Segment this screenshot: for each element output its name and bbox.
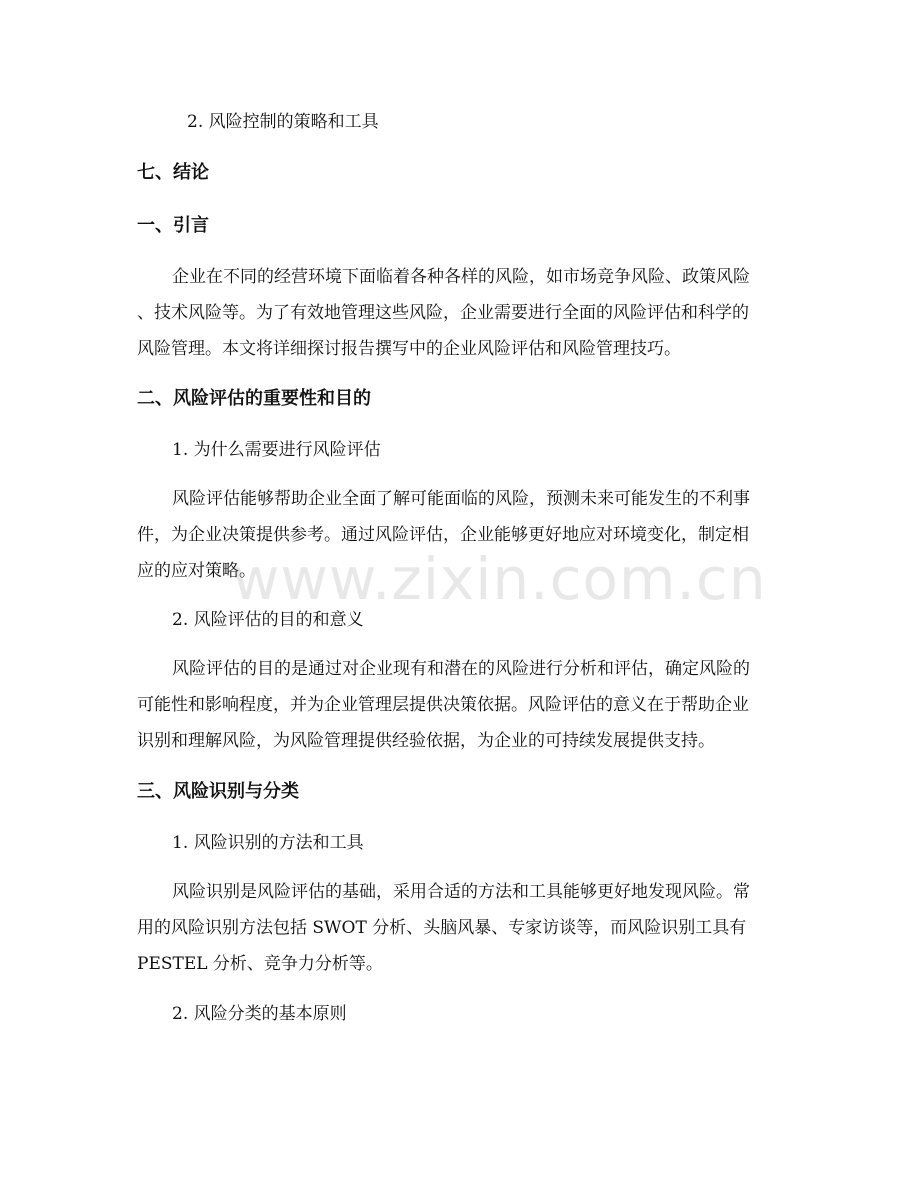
paragraph-line: 、技术风险等。为了有效地管理这些风险，企业需要进行全面的风险评估和科学的 — [137, 303, 749, 323]
paragraph-line: 件，为企业决策提供参考。通过风险评估，企业能够更好地应对环境变化，制定相 — [137, 525, 749, 545]
list-item: 1. 为什么需要进行风险评估 — [172, 440, 381, 460]
section-heading: 三、风险识别与分类 — [137, 781, 299, 802]
paragraph-line: PESTEL 分析、竞争力分析等。 — [137, 954, 383, 974]
section-heading: 七、结论 — [137, 162, 209, 183]
paragraph-line: 用的风险识别方法包括 SWOT 分析、头脑风暴、专家访谈等，而风险识别工具有 — [137, 918, 747, 938]
paragraph-line: 风险管理。本文将详细探讨报告撰写中的企业风险评估和风险管理技巧。 — [137, 339, 681, 359]
list-item: 2. 风险控制的策略和工具 — [187, 112, 379, 132]
paragraph-line: 风险识别是风险评估的基础，采用合适的方法和工具能够更好地发现风险。常 — [172, 882, 750, 902]
watermark: www.zixin.com.cn — [232, 545, 767, 613]
list-item: 2. 风险分类的基本原则 — [172, 1004, 347, 1024]
list-item: 2. 风险评估的目的和意义 — [172, 610, 364, 630]
list-item: 1. 风险识别的方法和工具 — [172, 833, 364, 853]
paragraph-line: 企业在不同的经营环境下面临着各种各样的风险，如市场竞争风险、政策风险 — [172, 267, 750, 287]
paragraph-line: 识别和理解风险，为风险管理提供经验依据，为企业的可持续发展提供支持。 — [137, 731, 715, 751]
paragraph-line: 应的应对策略。 — [137, 561, 256, 581]
paragraph-line: 风险评估的目的是通过对企业现有和潜在的风险进行分析和评估，确定风险的 — [172, 659, 750, 679]
section-heading: 二、风险评估的重要性和目的 — [137, 388, 371, 409]
section-heading: 一、引言 — [137, 215, 209, 236]
paragraph-line: 可能性和影响程度，并为企业管理层提供决策依据。风险评估的意义在于帮助企业 — [137, 695, 749, 715]
paragraph-line: 风险评估能够帮助企业全面了解可能面临的风险，预测未来可能发生的不利事 — [172, 489, 750, 509]
